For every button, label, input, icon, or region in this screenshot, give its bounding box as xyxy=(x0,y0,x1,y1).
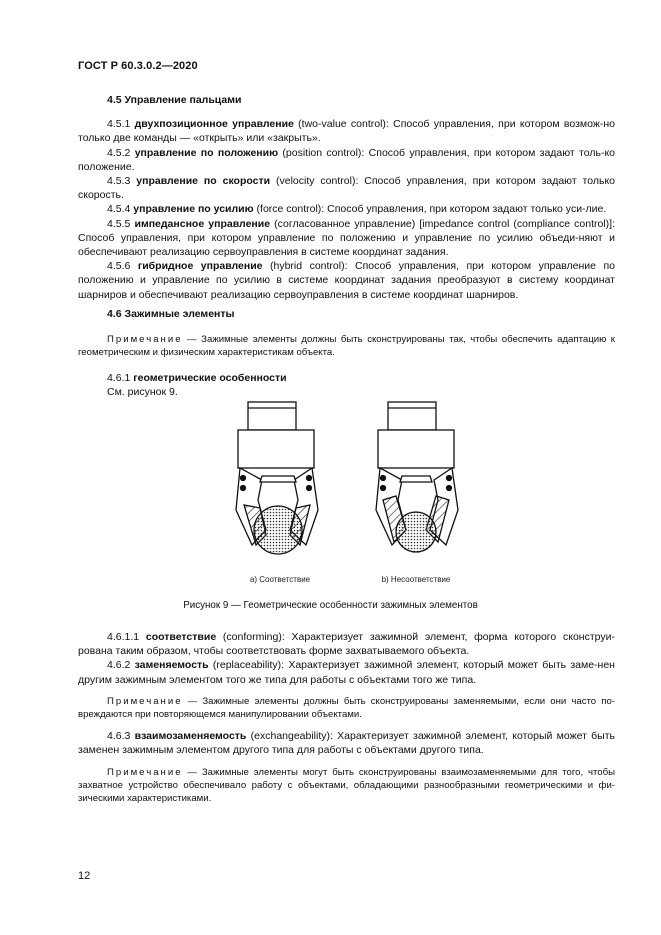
term: двухпозиционное управление xyxy=(134,118,294,131)
item-number: 4.5.4 xyxy=(107,203,134,216)
note xyxy=(78,766,615,806)
item-number: 4.5.2 xyxy=(107,146,135,159)
item-number: 4.5.5 xyxy=(107,217,135,230)
item-4-5-3 xyxy=(78,174,615,202)
section-title: 4.6 Зажимные элементы xyxy=(107,308,235,320)
figure-label-a: a) Соответствие xyxy=(249,575,311,584)
document-header: ГОСТ Р 60.3.0.2—2020 xyxy=(78,60,198,72)
note-text: — Зажимные элементы должны быть сконструированы заменяемыми, если они часто по-вреждаются при повторяющемся манипулировании объектами. xyxy=(78,695,615,721)
note-label: Примечание xyxy=(107,334,183,346)
definition: (velocity control): Способ управления, при котором задают только скорость. xyxy=(78,175,615,202)
definition: (position control): Способ управления, при котором задают толь-ко положение. xyxy=(78,146,615,173)
item-4-6-2 xyxy=(78,658,615,686)
term: соответствие xyxy=(145,631,217,643)
definition: (hybrid control): Способ управления, при котором управление по положению и управление по усилию в системе координат задания преобразуют в систему координат шарниров и обеспечивают реализацию сервоуправления в системе координат шарниров. xyxy=(78,260,615,301)
definition: (conforming): Характеризует зажимной элемент, форма которого сконструи-рована таким образом, чтобы соответствовать форме захватываемого объекта. xyxy=(78,631,615,658)
term: управление по усилию xyxy=(133,203,254,216)
item-4-5-2 xyxy=(78,146,615,174)
definition: (exchangeability): Характеризует зажимной элемент, который может быть заменен зажимным элементом другого типа для работы с объектами другого типа. xyxy=(78,730,615,757)
section-4-5 xyxy=(78,93,615,302)
note-label: Примечание xyxy=(107,766,183,778)
definition: (two-value control): Способ управления, при котором возмож-но только две команды — «открыть» или «закрыть». xyxy=(78,118,615,145)
figure-reference: См. рисунок 9. xyxy=(107,385,178,398)
item-number: 4.5.3 xyxy=(107,175,137,188)
section-4-6 xyxy=(78,307,615,399)
note-text: — Зажимные элементы должны быть сконструированы так, чтобы обеспечить адаптацию к геометрическим и физическим характеристикам объекта. xyxy=(78,334,615,359)
definition: (replaceability): Характеризует зажимной элемент, который может быть заме-нен другим зажимным элементом того же типа для работы с объектами того же типа. xyxy=(78,659,615,686)
term: заменяемость xyxy=(134,659,209,672)
note xyxy=(78,695,615,721)
figure-9-grippers xyxy=(200,400,490,600)
item-4-5-5 xyxy=(78,217,615,260)
term: импедансное управление xyxy=(134,217,271,230)
item-number: 4.6.2 xyxy=(107,659,135,672)
gripper-conforming-illustration xyxy=(236,402,318,554)
term: гибридное управление xyxy=(137,260,263,273)
item-number: 4.6.1 xyxy=(107,371,134,384)
term: управление по скорости xyxy=(136,175,271,188)
item-4-6-1-1 xyxy=(78,630,615,658)
item-4-6-3 xyxy=(78,729,615,757)
section-4-6-continued xyxy=(78,630,615,805)
term: управление по положению xyxy=(134,146,279,159)
note xyxy=(78,333,615,359)
section-title: 4.5 Управление пальцами xyxy=(107,94,242,106)
item-number: 4.5.1 xyxy=(107,118,135,131)
item-4-5-6 xyxy=(78,259,615,302)
item-4-5-4 xyxy=(78,202,615,216)
page-number: 12 xyxy=(78,870,91,882)
term: геометрические особенности xyxy=(133,371,287,384)
item-number: 4.5.6 xyxy=(107,260,138,273)
note-text: — Зажимные элементы могут быть сконструированы взаимозаменяемыми для того, чтобы захватное устройство обеспечивало работу с объектами, обладающими разнообразными геометрическими и фи-зическими характеристиками. xyxy=(78,766,615,805)
item-number: 4.6.3 xyxy=(107,730,135,743)
figure-label-b: b) Несоответствие xyxy=(381,575,451,584)
item-4-6-1 xyxy=(78,371,615,385)
definition: (force control): Способ управления, при котором задают только уси-лие. xyxy=(253,203,607,216)
note-label: Примечание xyxy=(107,695,183,707)
term: взаимозаменяемость xyxy=(134,730,247,743)
item-number: 4.6.1.1 xyxy=(107,631,146,643)
definition: (согласованное управление) [impedance control (compliance control)]: Способ управления, при котором управление по положению и управление по усилию объеди-няют и обеспечивают реализацию сервоуправления в системе координат задания. xyxy=(78,217,615,259)
item-4-5-1 xyxy=(78,117,615,145)
gripper-nonconforming-illustration xyxy=(376,402,458,552)
figure-caption: Рисунок 9 — Геометрические особенности зажимных элементов xyxy=(183,600,478,611)
